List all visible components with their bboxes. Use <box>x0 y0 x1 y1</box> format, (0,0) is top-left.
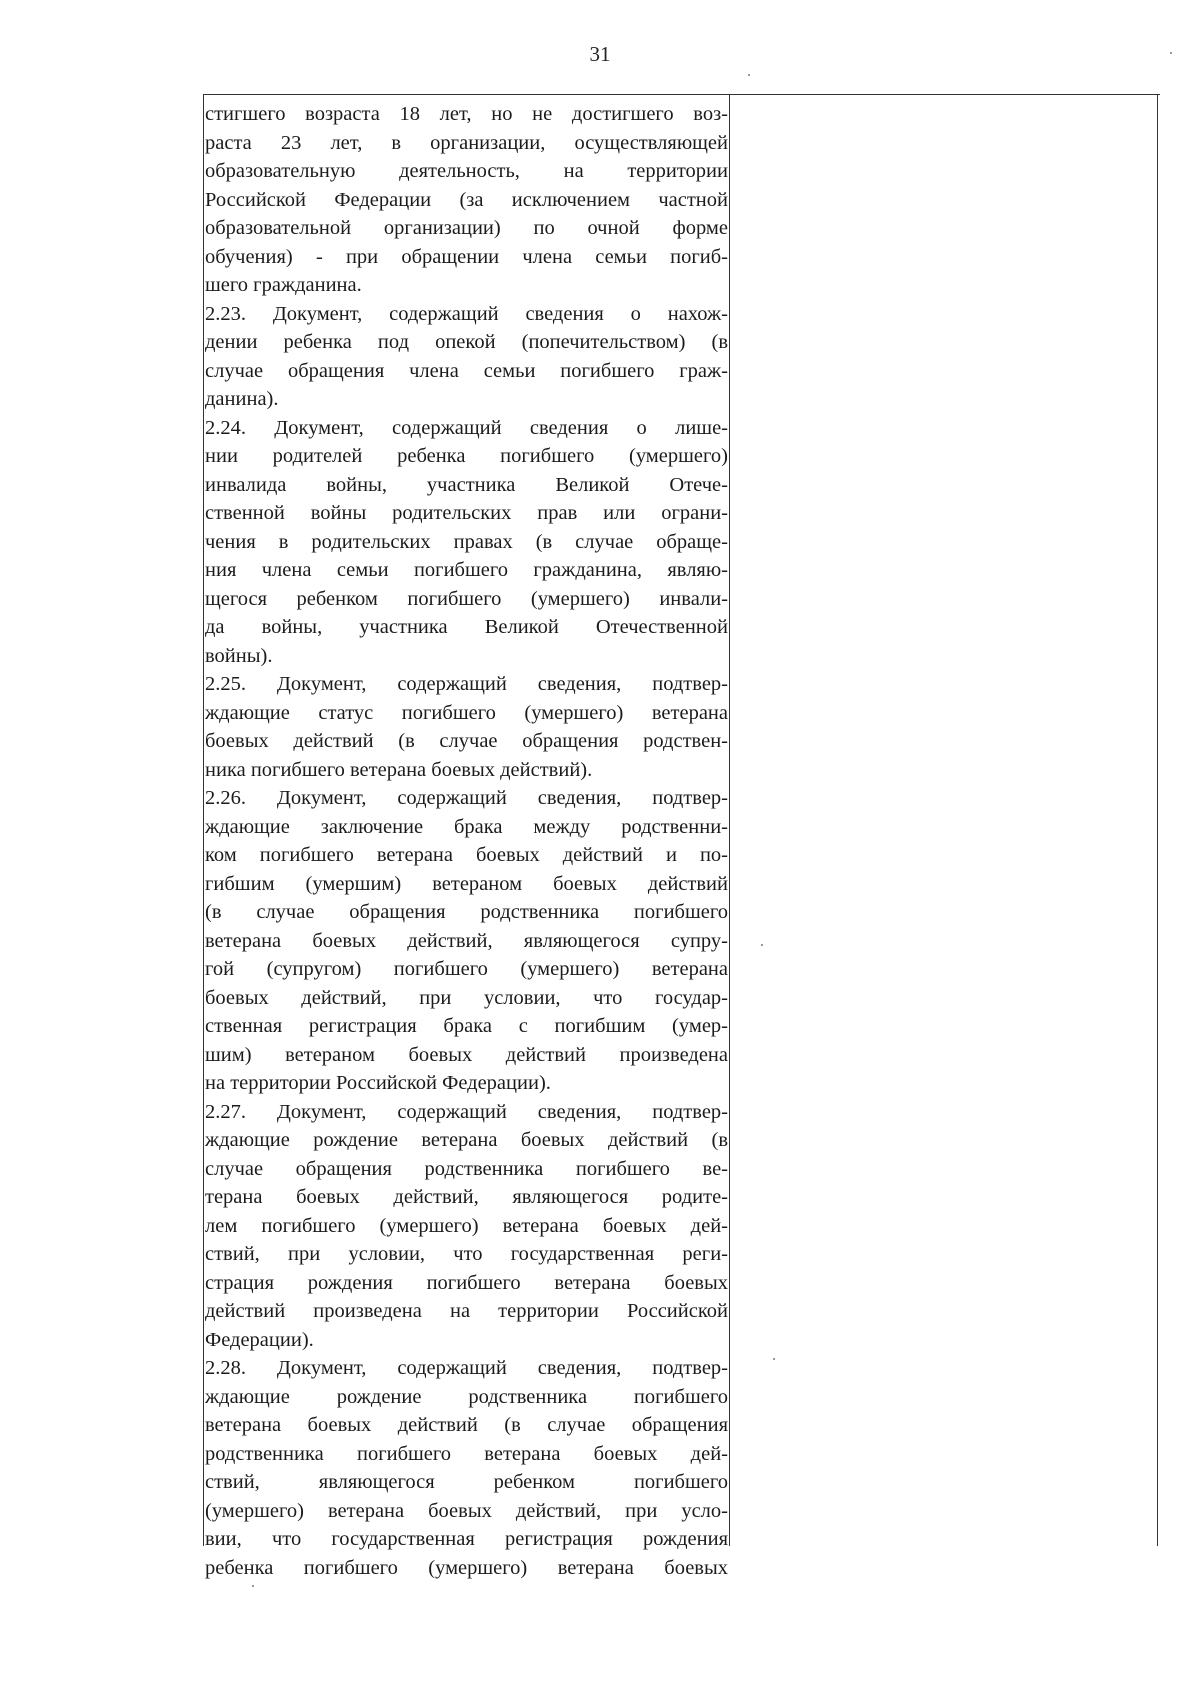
table-cell-text <box>205 100 728 1582</box>
cell-text-line: нии родителей ребенка погибшего (умершего) <box>205 445 728 467</box>
cell-text-line: гой (супругом) погибшего (умершего) ветерана <box>205 958 728 980</box>
cell-text-line: страция рождения погибшего ветерана боевых <box>205 1271 728 1294</box>
table-right-border <box>1157 94 1158 1546</box>
page-number: 31 <box>589 42 611 66</box>
cell-text-line: 2.25. Документ, содержащий сведения, подтвер- <box>205 673 728 695</box>
cell-text-line: 2.23. Документ, содержащий сведения о нахож- <box>205 302 728 325</box>
cell-text-line: (умершего) ветерана боевых действий, при усло- <box>205 1499 728 1522</box>
cell-text-line: обучения) - при обращении члена семьи погиб- <box>205 245 728 268</box>
cell-text-line: ждающие заключение брака между родственни- <box>205 815 728 838</box>
scan-speck <box>252 1585 254 1587</box>
table-column-divider <box>729 94 730 1546</box>
scan-speck <box>1170 52 1172 54</box>
cell-text-line: действий произведена на территории Российской <box>205 1300 728 1322</box>
table-top-border <box>203 94 1160 95</box>
cell-text-line: боевых действий (в случае обращения родствен- <box>205 730 728 752</box>
cell-text-line: ния члена семьи погибшего гражданина, являю- <box>205 559 728 581</box>
cell-text-line: гибшим (умершим) ветераном боевых действий <box>205 872 728 895</box>
cell-text-line: ветерана боевых действий (в случае обращения <box>205 1414 728 1436</box>
cell-text-line: ждающие статус погибшего (умершего) ветерана <box>205 701 728 724</box>
cell-text-line: образовательную деятельность, на территории <box>205 160 728 182</box>
cell-text-line: ника погибшего ветерана боевых действий). <box>205 758 593 781</box>
cell-text-line: да войны, участника Великой Отечественной <box>205 616 728 638</box>
cell-text-line: ждающие рождение ветерана боевых действий (в <box>205 1129 728 1151</box>
cell-text-line: ветерана боевых действий, являющегося супру- <box>205 929 728 952</box>
cell-text-line: (в случае обращения родственника погибшего <box>205 901 728 923</box>
cell-text-line: стигшего возраста 18 лет, но не достигшего воз- <box>205 103 728 125</box>
cell-text-line: 2.27. Документ, содержащий сведения, подтвер- <box>205 1100 728 1123</box>
table-left-border <box>203 94 204 1546</box>
cell-text-line: раста 23 лет, в организации, осуществляющей <box>205 131 728 154</box>
cell-text-line: щегося ребенком погибшего (умершего) инвали- <box>205 587 728 610</box>
cell-text-line: родственника погибшего ветерана боевых дей- <box>205 1442 728 1465</box>
cell-text-line: шего гражданина. <box>205 274 362 296</box>
cell-text-line: на территории Российской Федерации). <box>205 1072 551 1094</box>
document-table <box>203 94 1160 1579</box>
cell-text-line: ствий, при условии, что государственная реги- <box>205 1243 728 1265</box>
cell-text-line: чения в родительских правах (в случае обраще- <box>205 530 728 553</box>
cell-text-line: войны). <box>205 644 273 667</box>
cell-text-line: ком погибшего ветерана боевых действий и по- <box>205 844 728 866</box>
cell-text-line: боевых действий, при условии, что государ- <box>205 986 728 1009</box>
scan-speck <box>773 1358 775 1360</box>
cell-text-line: Российской Федерации (за исключением частной <box>205 188 728 211</box>
cell-text-line: Федерации). <box>205 1328 314 1351</box>
scan-speck <box>748 74 750 76</box>
cell-text-line: терана боевых действий, являющегося родите- <box>205 1186 728 1208</box>
cell-text-line: ствий, являющегося ребенком погибшего <box>205 1471 728 1493</box>
cell-text-line: ждающие рождение родственника погибшего <box>205 1385 728 1408</box>
cell-text-line: данина). <box>205 388 279 410</box>
cell-text-line: случае обращения члена семьи погибшего граж- <box>205 359 728 382</box>
cell-text-line: шим) ветераном боевых действий произведена <box>205 1043 728 1066</box>
cell-text-line: ственная регистрация брака с погибшим (умер- <box>205 1015 728 1037</box>
cell-text-line: лем погибшего (умершего) ветерана боевых дей- <box>205 1214 728 1237</box>
cell-text-line: образовательной организации) по очной форме <box>205 217 728 239</box>
cell-text-line: ребенка погибшего (умершего) ветерана боевых <box>205 1556 728 1579</box>
cell-text-line: вии, что государственная регистрация рождения <box>205 1528 728 1550</box>
cell-text-line: 2.28. Документ, содержащий сведения, подтвер- <box>205 1357 728 1379</box>
cell-text-line: ственной войны родительских прав или ограни- <box>205 502 728 524</box>
cell-text-line: инвалида войны, участника Великой Отече- <box>205 473 728 496</box>
cell-text-line: случае обращения родственника погибшего ве- <box>205 1157 728 1180</box>
cell-text-line: 2.26. Документ, содержащий сведения, подтвер- <box>205 787 728 809</box>
scan-speck <box>761 944 763 946</box>
cell-text-line: 2.24. Документ, содержащий сведения о лише- <box>205 416 728 439</box>
cell-text-line: дении ребенка под опекой (попечительством) (в <box>205 331 728 353</box>
